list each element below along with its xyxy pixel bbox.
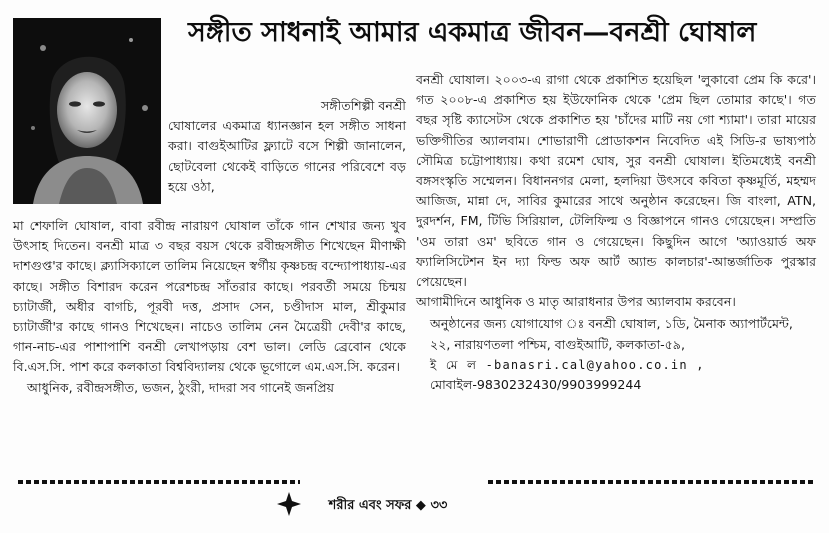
- footer-rule-left: [18, 480, 300, 484]
- phone-numbers: মোবাইল-9830232430/9903999244: [430, 377, 642, 393]
- footer-magazine-name: শরীর এবং সফর: [328, 498, 412, 513]
- left-body-paragraph: মা শেফালি ঘোষাল, বাবা রবীন্দ্র নারায়ণ ঘোষাল তাঁকে গান শেখার জন্য খুব উৎসাহ দিতেন। বনশ্রী মাত্র ৩ বছর বয়স থেকে রবীন্দ্রসঙ্গীত শিখেছেন মীণাক্ষী দাশগুপ্ত'র কাছে। ক্ল্যাসিক্যালে তালিম নিয়েছেন স্বর্গীয় কৃষ্ণচন্দ্র বন্দ্যোপাধ্যায়-এর কাছে। সঙ্গীত বিশারদ করেন পরেশচন্দ্র সাঁতরার কাছে। পরবর্তী সময়ে চিন্ময় চ্যাটার্জী, অধীর বাগচি, পূরবী দত্ত, প্রসাদ সেন, চণ্ডীদাস মাল, শ্রীকুমার চ্যাটার্জী'র কাছে গানও শিখেছেন। নাচেও তালিম নেন মৈত্রেয়ী দেবী'র কাছে, গান-নাচ-এর পাশাপাশি বনশ্রী লেখাপড়ায় বেশ ভাল। লেডি ব্রেবোন থেকে বি.এস.সি. পাশ করে কলকাতা বিশ্ববিদ্যালয় থেকে ভূগোলে এম.এস.সি. করেন।: [13, 218, 406, 375]
- footer-diamond-icon: ◆: [415, 498, 431, 513]
- left-closing-line: আধুনিক, রবীন্দ্রসঙ্গীত, ভজন, ঠুংরী, দাদরা সব গানেই জনপ্রিয়: [27, 379, 335, 395]
- page-number: ৩৩: [430, 498, 448, 513]
- left-intro-column: [168, 96, 406, 197]
- left-main-column: [13, 216, 406, 398]
- photo-caption: সঙ্গীতশিল্পী বনশ্রী: [320, 98, 406, 113]
- footer-star-icon: [276, 491, 302, 517]
- intro-paragraph: ঘোষালের একমাত্র ধ্যানজ্ঞান হল সঙ্গীত সাধনা করা। বাগুইআটির ফ্ল্যাটে বসে শিল্পী জানালেন, ছোটবেলা থেকেই বাড়িতে গানের পরিবেশে বড় হয়ে ওঠা,: [168, 118, 406, 194]
- article-headline: সঙ্গীত সাধনাই আমার একমাত্র জীবন—বনশ্রী ঘোষাল: [188, 17, 757, 48]
- right-body-paragraph: বনশ্রী ঘোষাল। ২০০৩-এ রাগা থেকে প্রকাশিত হয়েছিল 'লুকাবো প্রেম কি করে'। গত ২০০৮-এ প্রকাশিত হয় ইউফোনিক থেকে 'প্রেম ছিল তোমার কাছে'। গত বছর সৃষ্টি ক্যাসেটস থেকে প্রকাশিত হয় 'চাঁদের মাটি নয় গো শ্যামা'। তারা মায়ের ভক্তিগীতির অ্যালবাম। শোভারাণী প্রোডাকশন নিবেদিত এই সিডি-র ভাষ্যপাঠ সৌমিত্র চট্টোপাধ্যায়। কথা রমেশ ঘোষ, সুর বনশ্রী ঘোষাল। ইতিমধ্যেই বনশ্রী বঙ্গসংস্কৃতি সম্মেলন। বিধাননগর মেলা, হলদিয়া উৎসবে কবিতা কৃষ্ণমূর্তি, মহম্মদ আজিজ, মান্না দে, সাবির কুমারের সাথে অনুষ্ঠান করেছেন। জি বাংলা, ATN, দুরদর্শন, FM, টিভি সিরিয়াল, টেলিফিল্ম ও বিজ্ঞাপনে গানও গেয়েছেন। সম্প্রতি 'ওম তারা ওম' ছবিতে গান ও গেয়েছেন। কিছুদিন আগে 'অ্যাওয়ার্ড অফ ফ্যালিসিটেশন ইন দ্যা ফিল্ড অফ আর্ট অ্যান্ড কালচার'-আন্তর্জাতিক পুরস্কার পেয়েছেন।: [416, 72, 816, 290]
- contact-info: [416, 314, 816, 395]
- contact-address: অনুষ্ঠানের জন্য যোগাযোগ ঃ বনশ্রী ঘোষাল, ১ডি, মৈনাক অ্যাপার্টমেন্ট, ২২, নারায়ণতলা পশ্চিম, বাগুইআটি, কলকাতা-৫৯,: [430, 316, 793, 352]
- email-address[interactable]: banasri.cal@yahoo.co.in ,: [494, 357, 705, 372]
- portrait-photo-icon: [13, 18, 161, 204]
- email-label: ই মে ল -: [430, 357, 495, 372]
- future-plans-line: আগামীদিনে আধুনিক ও মাতৃ আরাধনার উপর অ্যালবাম করবেন।: [416, 294, 736, 310]
- right-column: [416, 70, 816, 395]
- footer-label: [308, 496, 468, 517]
- footer-rule-right: [488, 480, 814, 484]
